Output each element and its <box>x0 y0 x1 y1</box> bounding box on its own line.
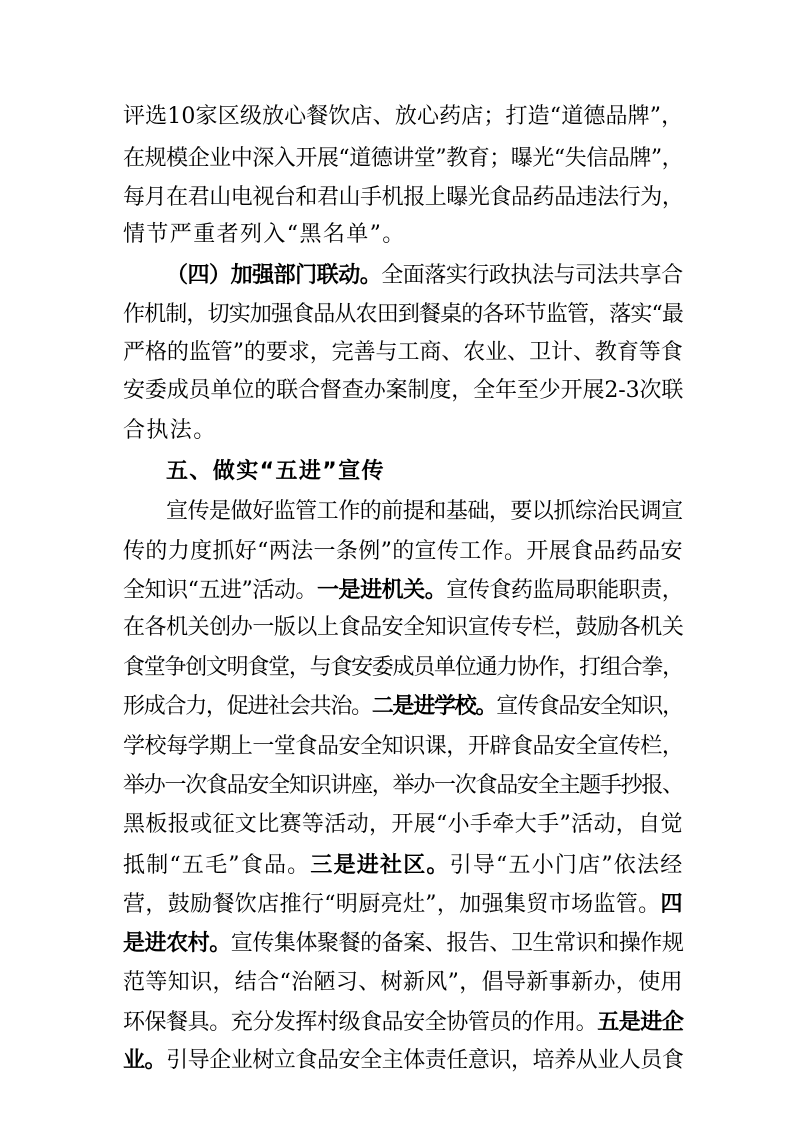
paragraph-line <box>123 142 683 176</box>
text-run: 宣传食药监局职能职责， <box>446 578 684 603</box>
text-run: 学校每学期上一堂食品安全知识课，开辟食品安全宣传栏， <box>123 734 684 759</box>
text-run: 引导“五小门店”依法经 <box>449 853 684 878</box>
paragraph-line <box>123 374 683 408</box>
paragraph-line <box>123 769 683 803</box>
text-run: 传的力度抓好“两法一条例”的宣传工作。开展食品药品安 <box>123 539 683 564</box>
paragraph-line <box>166 258 683 292</box>
bold-text-run: 二是进学校。 <box>371 693 497 719</box>
text-run: 形成合力，促进社会共治。 <box>123 694 372 719</box>
paragraph-line <box>123 298 683 332</box>
paragraph-line <box>123 535 683 569</box>
text-run: 评选10家区级放心餐饮店、放心药店；打造“道德品牌”， <box>123 104 684 129</box>
text-run: 在各机关创办一版以上食品安全知识宣传专栏，鼓励各机关 <box>123 615 684 640</box>
paragraph-line <box>123 100 683 134</box>
text-run: 合执法。 <box>123 418 217 443</box>
paragraph-line <box>123 651 683 685</box>
text-run: 五、做实“五进”宣传 <box>166 459 385 484</box>
paragraph-line <box>123 1005 683 1039</box>
text-run: 引导企业树立食品安全主体责任意识，培养从业人员食 <box>166 1048 684 1073</box>
text-run: 宣传食品安全知识， <box>496 694 683 719</box>
paragraph-line <box>123 808 683 842</box>
text-run: 每月在君山电视台和君山手机报上曝光食品药品违法行为， <box>123 185 684 210</box>
paragraph-line <box>123 336 683 370</box>
paragraph-line <box>123 611 683 645</box>
paragraph-line <box>123 887 683 921</box>
text-run: 作机制，切实加强食品从农田到餐桌的各环节监管，落实“最 <box>123 302 684 327</box>
section-heading <box>166 455 683 489</box>
bold-text-run: 三是进社区。 <box>310 852 450 878</box>
paragraph-line <box>123 414 683 448</box>
paragraph-line <box>123 966 683 1000</box>
text-run: 举办一次食品安全知识讲座，举办一次食品安全主题手抄报、 <box>123 773 683 798</box>
text-run: 范等知识，结合“治陋习、树新风”，倡导新事新办，使用 <box>123 970 683 995</box>
paragraph-line <box>123 848 683 882</box>
paragraph-line <box>123 218 683 252</box>
paragraph-line <box>123 689 683 723</box>
paragraph-line <box>123 730 683 764</box>
text-run: 黑板报或征文比赛等活动，开展“小手牵大手”活动，自觉 <box>123 812 683 837</box>
text-run: 严格的监管”的要求，完善与工商、农业、卫计、教育等食 <box>123 340 683 365</box>
bold-text-run: 一是进机关。 <box>316 577 447 603</box>
bold-text-run: 是进农村。 <box>123 930 231 956</box>
text-run: 食堂争创文明食堂，与食安委成员单位通力协作，打组合拳， <box>123 655 683 680</box>
text-run: 在规模企业中深入开展“道德讲堂”教育；曝光“失信品牌”， <box>123 146 684 171</box>
bold-text-run: 业。 <box>123 1047 167 1073</box>
text-run: 抵制“五毛”食品。 <box>123 853 311 878</box>
text-run: 情节严重者列入“黑名单”。 <box>123 222 406 247</box>
text-run: 全面落实行政执法与司法共享合 <box>381 263 683 288</box>
text-run: 安委成员单位的联合督查办案制度，全年至少开展2-3次联 <box>123 378 684 403</box>
paragraph-line <box>166 495 683 529</box>
paragraph-line <box>123 926 683 960</box>
text-run: 宣传是做好监管工作的前提和基础，要以抓综治民调宣 <box>166 499 683 524</box>
bold-text-run: 四 <box>660 891 683 917</box>
text-run: 全知识“五进”活动。 <box>123 578 317 603</box>
text-run: 宣传集体聚餐的备案、报告、卫生常识和操作规 <box>230 931 684 956</box>
text-run: 营，鼓励餐饮店推行“明厨亮灶”，加强集贸市场监管。 <box>123 892 661 917</box>
bold-text-run: 五是进企 <box>597 1009 684 1035</box>
paragraph-line <box>123 1043 683 1077</box>
paragraph-line <box>123 573 683 607</box>
bold-text-run: （四）加强部门联动。 <box>166 262 382 288</box>
paragraph-line <box>123 181 683 215</box>
text-run: 环保餐具。充分发挥村级食品安全协管员的作用。 <box>123 1010 598 1035</box>
